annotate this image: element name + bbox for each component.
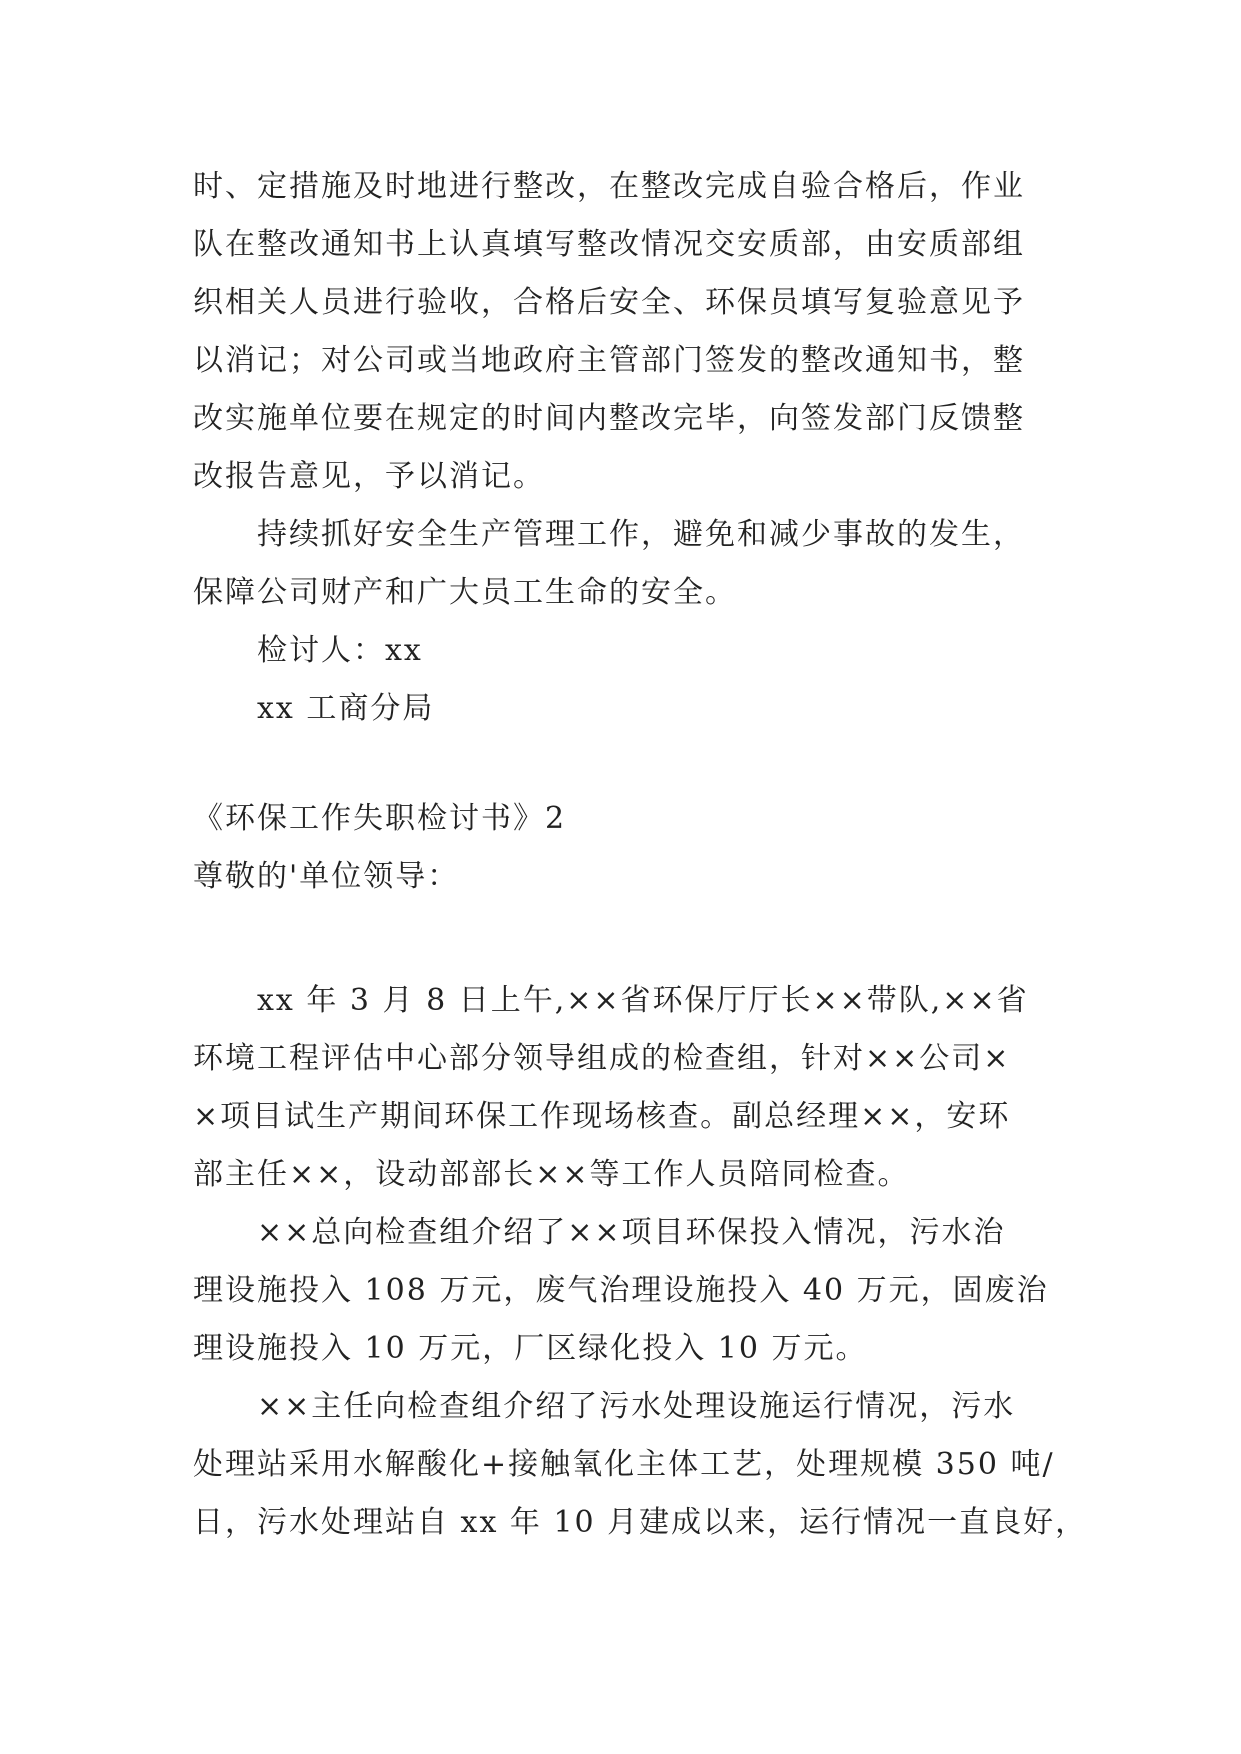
text-line: xx 年 3 月 8 日上午,××省环保厅厅长××带队,××省 bbox=[257, 983, 1029, 1018]
text-line: 环境工程评估中心部分领导组成的检查组，针对××公司× bbox=[193, 1041, 1011, 1076]
text-line: 改实施单位要在规定的时间内整改完毕，向签发部门反馈整 bbox=[193, 401, 1025, 436]
signer-line: 检讨人：xx bbox=[257, 633, 423, 668]
text-line: ××总向检查组介绍了××项目环保投入情况，污水治 bbox=[257, 1215, 1006, 1250]
text-line: 织相关人员进行验收，合格后安全、环保员填写复验意见予 bbox=[193, 285, 1025, 320]
salutation: 尊敬的'单位领导： bbox=[193, 859, 460, 894]
text-line: 部主任××，设动部部长××等工作人员陪同检查。 bbox=[193, 1157, 910, 1192]
text-line: 持续抓好安全生产管理工作，避免和减少事故的发生， bbox=[257, 517, 1025, 552]
text-line: ×项目试生产期间环保工作现场核查。副总经理××，安环 bbox=[193, 1099, 1011, 1134]
text-line: 处理站采用水解酸化+接触氧化主体工艺，处理规模 350 吨/ bbox=[193, 1447, 1055, 1482]
text-line: 改报告意见，予以消记。 bbox=[193, 459, 545, 494]
text-line: 理设施投入 10 万元，厂区绿化投入 10 万元。 bbox=[193, 1331, 868, 1366]
organization-line: xx 工商分局 bbox=[257, 691, 435, 726]
text-line: 以消记；对公司或当地政府主管部门签发的整改通知书，整 bbox=[193, 343, 1025, 378]
text-line: 理设施投入 108 万元，废气治理设施投入 40 万元，固废治 bbox=[193, 1273, 1049, 1308]
text-line: 时、定措施及时地进行整改，在整改完成自验合格后，作业 bbox=[193, 169, 1025, 204]
text-line: ××主任向检查组介绍了污水处理设施运行情况，污水 bbox=[257, 1389, 1016, 1424]
text-line: 队在整改通知书上认真填写整改情况交安质部，由安质部组 bbox=[193, 227, 1025, 262]
text-line: 日，污水处理站自 xx 年 10 月建成以来，运行情况一直良好， bbox=[193, 1505, 1088, 1540]
document-title: 《环保工作失职检讨书》2 bbox=[193, 801, 567, 836]
text-line: 保障公司财产和广大员工生命的安全。 bbox=[193, 575, 737, 610]
